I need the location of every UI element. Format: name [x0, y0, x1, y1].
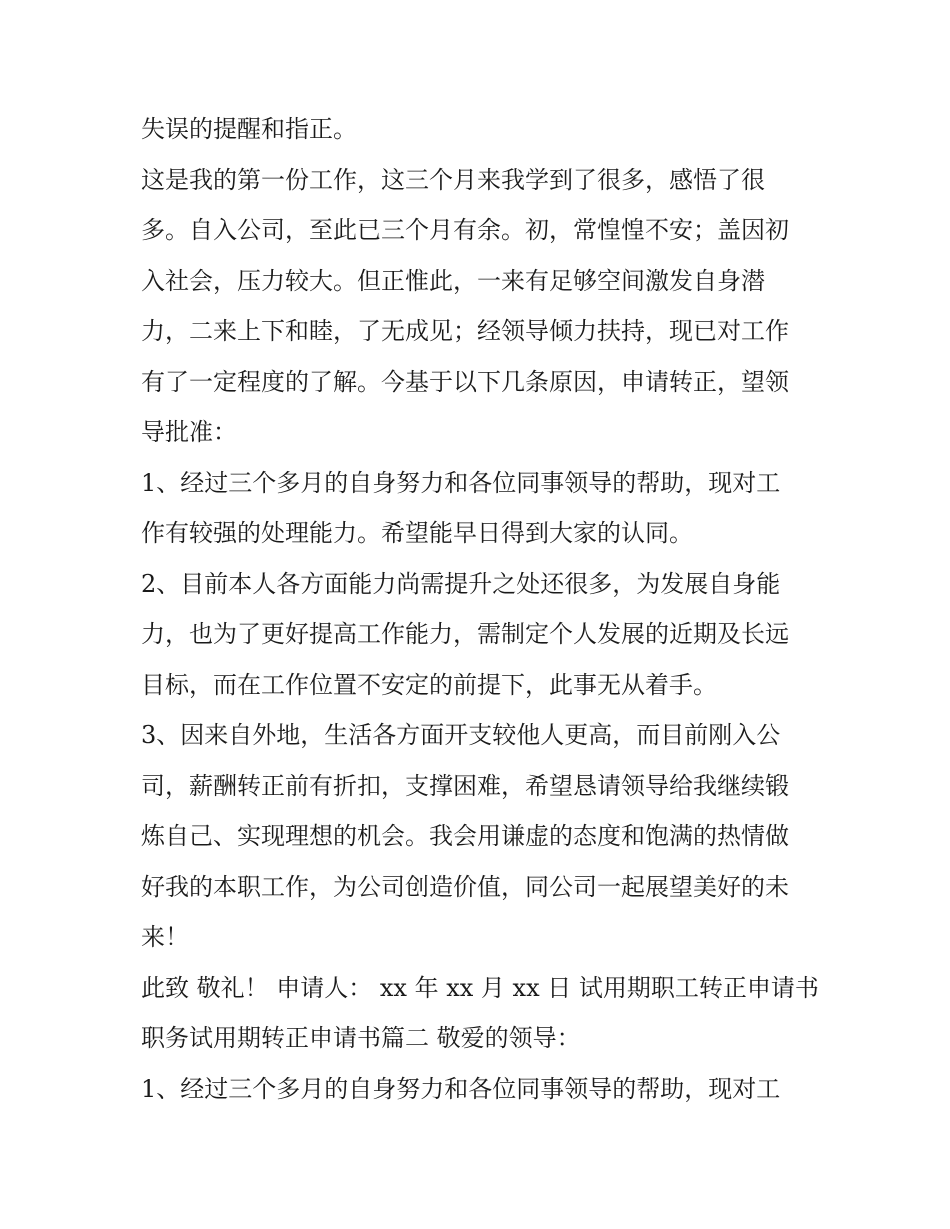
text-line: 来！ — [141, 923, 189, 951]
text-line: 3、因来自外地，生活各方面开支较他人更高，而目前刚入公 — [141, 721, 781, 749]
text-line: 此致 敬礼！ 申请人： xx 年 xx 月 xx 日 试用期职工转正申请书 — [141, 973, 819, 1002]
text-line: 力，也为了更好提高工作能力，需制定个人发展的近期及长远 — [141, 620, 789, 648]
text-line: 1、经过三个多月的自身努力和各位同事领导的帮助，现对工 — [141, 468, 781, 497]
text-line: 职务试用期转正申请书篇二 敬爱的领导： — [141, 1024, 581, 1052]
text-line: 导批准： — [141, 418, 237, 446]
text-line: 入社会，压力较大。但正惟此，一来有足够空间激发自身潜 — [141, 266, 765, 295]
text-line: 好我的本职工作，为公司创造价值，同公司一起展望美好的未 — [141, 872, 789, 901]
text-line: 2、目前本人各方面能力尚需提升之处还很多，为发展自身能 — [141, 569, 781, 598]
text-line: 有了一定程度的了解。今基于以下几条原因，申请转正，望领 — [141, 367, 789, 396]
text-line: 力，二来上下和睦，了无成见；经领导倾力扶持，现已对工作 — [141, 317, 789, 345]
text-line: 目标，而在工作位置不安定的前提下，此事无从着手。 — [141, 670, 717, 699]
document-body — [141, 104, 821, 1114]
text-line: 1、经过三个多月的自身努力和各位同事领导的帮助，现对工 — [141, 1074, 781, 1103]
text-line: 作有较强的处理能力。希望能早日得到大家的认同。 — [141, 519, 693, 547]
text-line: 司，薪酬转正前有折扣，支撑困难，希望恳请领导给我继续锻 — [141, 771, 789, 800]
text-line: 失误的提醒和指正。 — [141, 115, 357, 143]
text-line: 这是我的第一份工作，这三个月来我学到了很多，感悟了很 — [141, 165, 765, 194]
text-line: 多。自入公司，至此已三个月有余。初，常惶惶不安；盖因初 — [141, 216, 789, 244]
text-line: 炼自己、实现理想的机会。我会用谦虚的态度和饱满的热情做 — [141, 822, 789, 850]
